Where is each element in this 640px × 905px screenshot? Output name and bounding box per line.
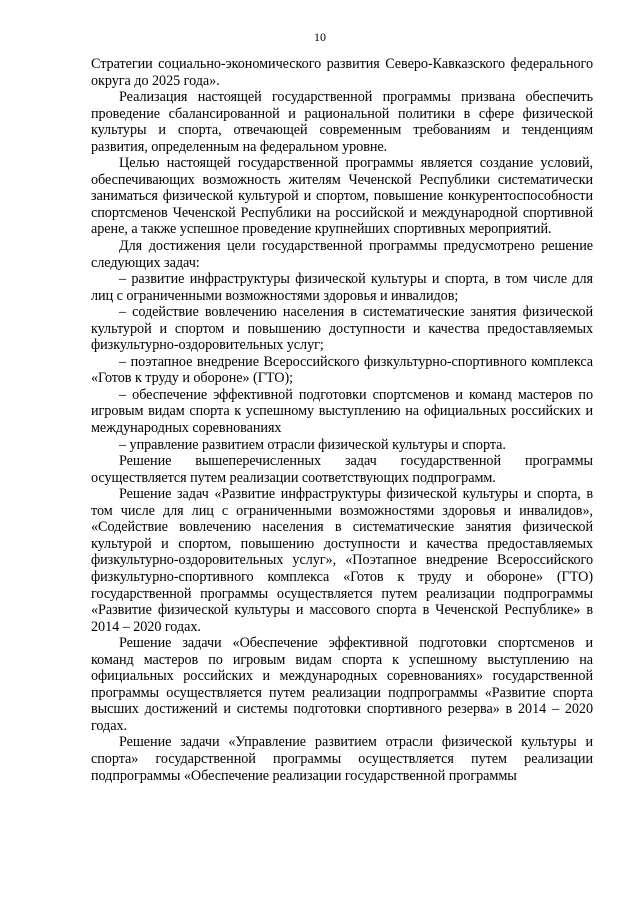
list-item-athlete-training: – обеспечение эффективной подготовки спортсменов и команд мастеров по игровым видам спорта к успешному выступлению на официальных российских и международных соревнованиях xyxy=(91,386,593,437)
paragraph-program-purpose: Реализация настоящей государственной программы призвана обеспечить проведение сбалансированной и рациональной политики в сфере физической культуры и спорта, отвечающей современным требованиям и тенденциям развития, определенным на федеральном уровне. xyxy=(91,89,593,155)
body-text xyxy=(91,56,593,784)
page-number: 10 xyxy=(314,30,326,44)
paragraph-tasks-solution: Решение вышеперечисленных задач государственной программы осуществляется путем реализации соответствующих подпрограмм. xyxy=(91,453,593,486)
paragraph-strategy-continuation: Стратегии социально-экономического развития Северо-Кавказского федерального округа до 2025 года». xyxy=(91,56,593,89)
list-item-management: – управление развитием отрасли физической культуры и спорта. xyxy=(119,436,506,453)
paragraph-tasks-intro: Для достижения цели государственной программы предусмотрено решение следующих задач: xyxy=(91,238,593,271)
paragraph-program-goal: Целью настоящей государственной программы является создание условий, обеспечивающих возможность жителям Чеченской Республики систематически заниматься физической культурой и спортом, повышение конкурентоспособности спортсменов Чеченской Республики на российской и международной спортивной арене, а также успешное проведение крупнейших спортивных мероприятий. xyxy=(91,155,593,238)
list-item-gto: – поэтапное внедрение Всероссийского физкультурно-спортивного комплекса «Готов к труду и обороне» (ГТО); xyxy=(91,353,593,387)
paragraph-high-performance-subprogram: Решение задачи «Обеспечение эффективной подготовки спортсменов и команд мастеров по игровым видам спорта к успешному выступлению на официальных российских и международных соревнованиях» государственной программы осуществляется путем реализации подпрограммы «Развитие спорта высших достижений и системы подготовки спортивного резерва» в 2014 – 2020 годах. xyxy=(91,635,593,734)
list-item-involvement: – содействие вовлечению населения в систематические занятия физической культурой и спортом и повышению доступности и качества предоставляемых физкультурно-оздоровительных услуг; xyxy=(91,304,593,354)
list-item-infrastructure: – развитие инфраструктуры физической культуры и спорта, в том числе для лиц с ограниченными возможностями здоровья и инвалидов; xyxy=(91,271,593,304)
paragraph-mass-sport-subprogram: Решение задач «Развитие инфраструктуры физической культуры и спорта, в том числе для лиц с ограниченными возможностями здоровья и инвалидов», «Содействие вовлечению населения в систематические занятия физической культурой и спортом, повышению доступности и качества предоставляемых физкультурно-оздоровительных услуг», «Поэтапное внедрение Всероссийского физкультурно-спортивного комплекса «Готов к труду и обороне» (ГТО) государственной программы осуществляется путем реализации подпрограммы «Развитие физической культуры и массового спорта в Чеченской Республике» в 2014 – 2020 годах. xyxy=(91,486,593,635)
paragraph-management-subprogram: Решение задачи «Управление развитием отрасли физической культуры и спорта» государственной программы осуществляется путем реализации подпрограммы «Обеспечение реализации государственной программы xyxy=(91,734,593,784)
